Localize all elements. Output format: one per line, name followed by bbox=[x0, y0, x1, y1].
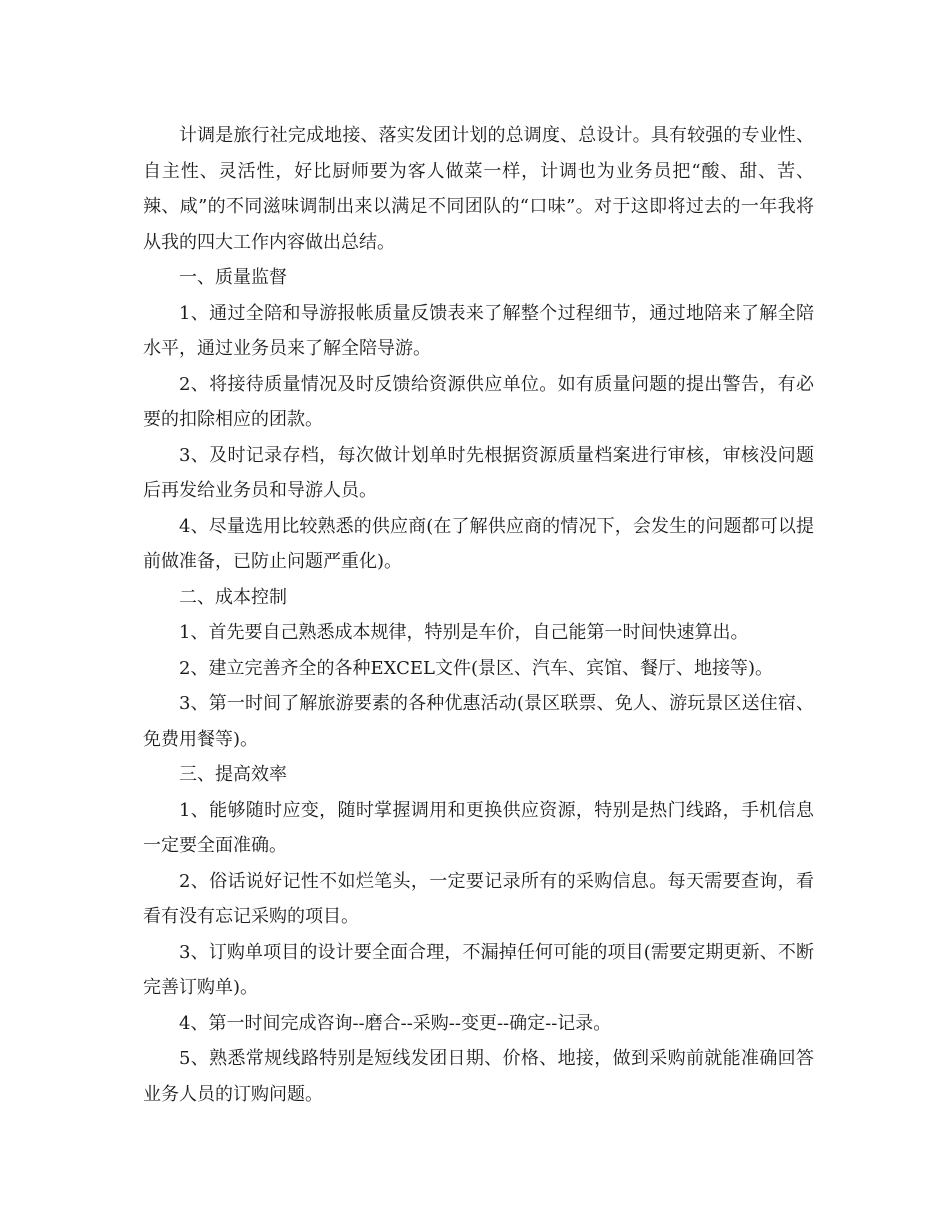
list-item: 4、第一时间完成咨询--磨合--采购--变更--确定--记录。 bbox=[179, 1012, 612, 1034]
list-item: 1、能够随时应变，随时掌握调用和更换供应资源，特别是热门线路，手机信息一定要全面准确。 bbox=[143, 799, 814, 856]
section-heading-quality: 一、质量监督 bbox=[179, 267, 287, 288]
list-item: 2、将接待质量情况及时反馈给资源供应单位。如有质量问题的提出警告，有必要的扣除相应的团款。 bbox=[143, 373, 814, 430]
list-item: 1、首先要自己熟悉成本规律，特别是车价，自己能第一时间快速算出。 bbox=[179, 622, 749, 643]
list-item: 3、及时记录存档，每次做计划单时先根据资源质量档案进行审核，审核没问题后再发给业务员和导游人员。 bbox=[143, 444, 814, 501]
section-heading-cost: 二、成本控制 bbox=[179, 586, 287, 608]
intro-paragraph: 计调是旅行社完成地接、落实发团计划的总调度、总设计。具有较强的专业性、自主性、灵活性，好比厨师要为客人做菜一样，计调也为业务员把“酸、甜、苦、辣、咸”的不同滋味调制出来以满足不同团队的“口味”。对于这即将过去的一年我将从我的四大工作内容做出总结。 bbox=[143, 125, 814, 253]
list-item: 2、俗话说好记性不如烂笔头，一定要记录所有的采购信息。每天需要查询，看看有没有忘记采购的项目。 bbox=[143, 870, 814, 927]
list-item: 3、订购单项目的设计要全面合理，不漏掉任何可能的项目(需要定期更新、不断完善订购单)。 bbox=[143, 941, 814, 998]
section-heading-efficiency: 三、提高效率 bbox=[179, 764, 287, 785]
list-item: 4、尽量选用比较熟悉的供应商(在了解供应商的情况下，会发生的问题都可以提前做准备，已防止问题严重化)。 bbox=[143, 515, 814, 572]
list-item: 1、通过全陪和导游报帐质量反馈表来了解整个过程细节，通过地陪来了解全陪水平，通过业务员来了解全陪导游。 bbox=[143, 302, 814, 359]
list-item: 2、建立完善齐全的各种EXCEL文件(景区、汽车、宾馆、餐厅、地接等)。 bbox=[179, 657, 773, 679]
list-item: 5、熟悉常规线路特别是短线发团日期、价格、地接，做到采购前就能准确回答业务人员的订购问题。 bbox=[143, 1048, 814, 1105]
list-item: 3、第一时间了解旅游要素的各种优惠活动(景区联票、免人、游玩景区送住宿、免费用餐等)。 bbox=[143, 693, 814, 750]
